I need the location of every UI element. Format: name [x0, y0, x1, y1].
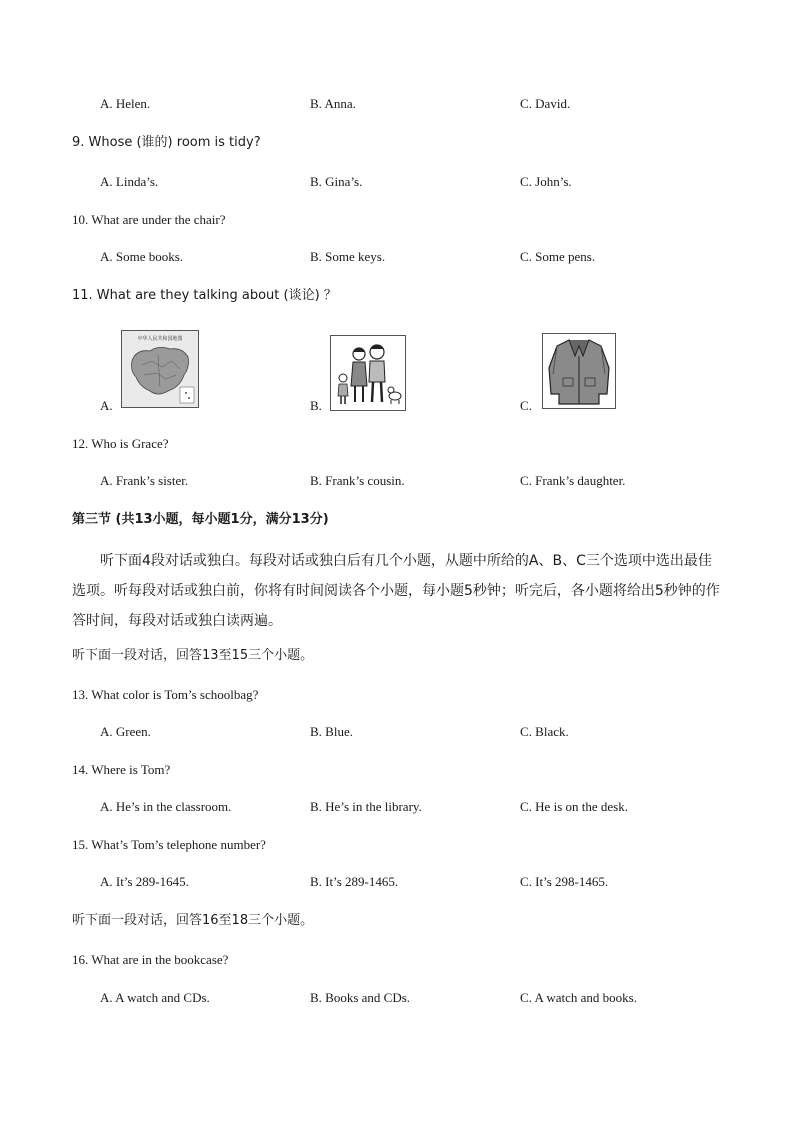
q9-stem: 9. Whose (谁的) room is tidy? — [72, 135, 261, 150]
q10-option-b: B. Some keys. — [310, 249, 386, 264]
q15-option-a: A. It’s 289-1645. — [100, 874, 189, 889]
q13-option-c: C. Black. — [520, 724, 569, 739]
q16-option-c: C. A watch and books. — [520, 990, 637, 1005]
q9-option-c: C. John’s. — [520, 174, 572, 189]
dialog1-intro: 听下面一段对话，回答13至15三个小题。 — [72, 648, 314, 663]
q14-option-b: B. He’s in the library. — [310, 799, 422, 814]
q15-option-b: B. It’s 289-1465. — [310, 874, 399, 889]
q16-stem: 16. What are in the bookcase? — [72, 952, 229, 967]
q12-option-a: A. Frank’s sister. — [100, 473, 189, 488]
q14-option-c: C. He is on the desk. — [520, 799, 628, 814]
q11-option-b: B. — [310, 398, 322, 413]
q12-option-c: C. Frank’s daughter. — [520, 473, 626, 488]
q8-option-b: B. Anna. — [310, 96, 356, 111]
q14-option-a: A. He’s in the classroom. — [100, 799, 232, 814]
q11-stem: 11. What are they talking about (谈论) ？ — [72, 288, 337, 303]
q10-option-c: C. Some pens. — [520, 249, 596, 264]
q12-stem: 12. Who is Grace? — [72, 436, 169, 451]
q10-option-a: A. Some books. — [100, 249, 184, 264]
q15-stem: 15. What’s Tom’s telephone number? — [72, 837, 266, 852]
q11-option-a: A. — [100, 398, 113, 413]
q13-stem: 13. What color is Tom’s schoolbag? — [72, 687, 259, 702]
q16-option-a: A. A watch and CDs. — [100, 990, 210, 1005]
q15-option-c: C. It’s 298-1465. — [520, 874, 609, 889]
dialog2-intro: 听下面一段对话，回答16至18三个小题。 — [72, 913, 314, 928]
section3-heading: 第三节 (共13小题，每小题1分，满分13分) — [72, 512, 329, 527]
jacket-image — [542, 333, 616, 409]
q8-option-c: C. David. — [520, 96, 571, 111]
q10-stem: 10. What are under the chair? — [72, 212, 226, 227]
q8-option-a: A. Helen. — [100, 96, 151, 111]
family-image — [330, 335, 406, 411]
section3-instructions: 听下面4段对话或独白。每段对话或独白后有几个小题，从题中所给的A、B、C三个选项中选出最佳选项。听每段对话或独白前，你将有时间阅读各个小题，每小题5秒钟；听完后，各小题将给出5秒钟的作答时间，每段对话或独白读两遍。 — [72, 553, 720, 629]
map-title: 中华人民共和国地图 — [137, 336, 183, 342]
q16-option-b: B. Books and CDs. — [310, 990, 411, 1005]
q9-option-a: A. Linda’s. — [100, 174, 159, 189]
china-map-image — [121, 330, 199, 408]
q9-option-b: B. Gina’s. — [310, 174, 363, 189]
q14-stem: 14. Where is Tom? — [72, 762, 171, 777]
q12-option-b: B. Frank’s cousin. — [310, 473, 405, 488]
q13-option-a: A. Green. — [100, 724, 151, 739]
q13-option-b: B. Blue. — [310, 724, 353, 739]
q11-option-c: C. — [520, 398, 532, 413]
